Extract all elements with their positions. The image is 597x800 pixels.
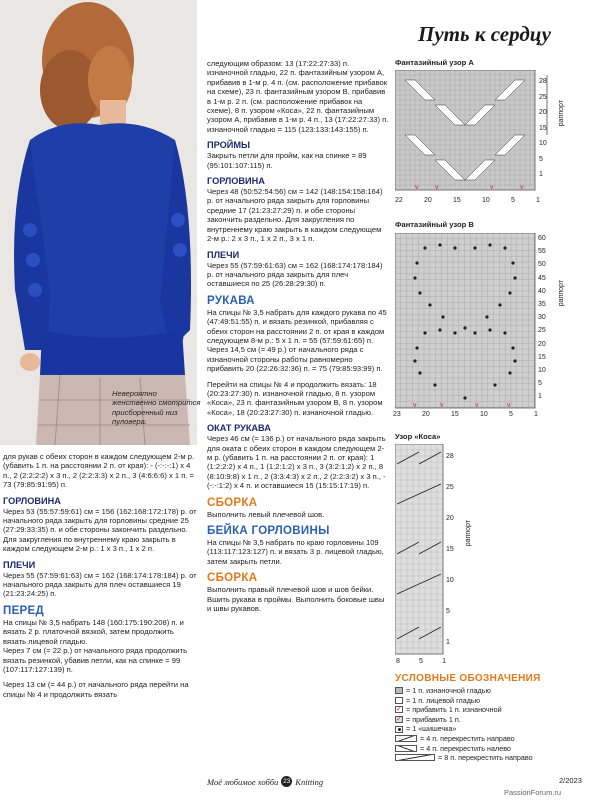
chart-a-col-label: 20 [423,197,432,204]
chart-a-col-label: 22 [395,197,403,204]
chart-kosa-row-label: 10 [446,577,454,584]
legend-item: = 1 п. изнаночной гладью [395,686,590,696]
svg-text:v: v [490,184,494,191]
chart-a-col-label: 1 [536,197,540,204]
heading-gorlovina-front: ГОРЛОВИНА [207,176,265,187]
chart-kosa-col-label: 1 [442,658,446,665]
chart-kosa-row-label: 5 [446,608,450,615]
svg-text:v: v [435,184,439,191]
chart-b-col-label: 23 [393,411,401,418]
chart-b-label: Фантазийный узор В [395,220,474,229]
svg-text:v: v [440,402,444,409]
chart-kosa-rapport: раппорт [465,520,472,547]
chart-kosa-row-label: 28 [446,453,454,460]
text-rukava-2: Через 14,5 см (= 49 р.) от начального ряда с изнаночной стороны работы равномерно прибавить 20 (22:26:32:36) п. = 75 (79:85:93:99) п. [207,345,383,374]
text-proymy: Закрыть петли для пройм, как на спинке = 89 (95:101:107:115) п. [207,151,367,170]
chart-kosa-col-label: 8 [396,658,400,665]
cross-left-4-icon [395,745,417,752]
chart-a-label: Фантазийный узор А [395,58,474,67]
page-title: Путь к сердцу [418,22,551,46]
legend-item: = 4 п. перекрестить направо [395,734,590,744]
knit-symbol-icon [395,697,403,704]
cross-right-4-icon [395,735,417,742]
chart-b-rows [538,232,553,404]
chart-b-row-label: 55 [538,248,546,256]
chart-kosa-grid [395,444,445,659]
legend-item: = 8 п. перекрестить направо [395,753,590,763]
heading-plechi-front: ПЛЕЧИ [207,249,240,260]
chart-a-cols [395,196,540,205]
legend-item: = 1 «шишечка» [395,724,590,734]
chart-kosa-row-label: 20 [446,515,454,522]
text-beika: На спицы № 3,5 набрать по краю горловины 109 (113:117:123:127) п. и вязать 3 р. лицевой гладью, затем закрыть петли. [207,538,384,566]
text-sborka-2: Выполнить правый плечевой шов и шов бейки. Вшить рукава в проймы. Выполнить боковые швы и швы рукавов. [207,585,385,614]
chart-a-rows [539,74,554,183]
text-gorlovina-front: Через 48 (50:52:54:56) см = 142 (148:154:158:164) р. от начального ряда закрыть для горловины средние 17 (21:23:27:29) п. и обе стороны закончить раздельно. Для закругления по внутреннему краю закрыть в каждом следующем 2-м р.: 2 х 3 п., 1 х 2 п., 3 х 1 п. [207,187,383,244]
chart-a-row-label: 20 [539,109,547,116]
heading-rukava: РУКАВА [207,294,255,307]
chart-b-row-label: 1 [538,393,542,401]
column-middle [207,59,389,613]
chart-b-rapport: раппорт [558,280,565,307]
legend-heading: УСЛОВНЫЕ ОБОЗНАЧЕНИЯ [395,673,541,684]
chart-b-row-label: 5 [538,380,542,388]
footer [207,776,323,787]
chart-a-col-label: 5 [510,197,515,204]
chart-b-row-label: 60 [538,235,546,242]
svg-text:v: v [520,184,524,191]
purl-symbol-icon [395,687,403,694]
column-left [3,452,198,699]
footer-brand: Knitting [295,776,324,787]
watermark: PassionForum.ru [504,788,562,797]
chart-b-row-label: 30 [538,314,546,322]
text-pered-3: Через 13 см (= 44 р.) от начального ряда перейти на спицы № 4 и продолжить вязать [3,680,189,699]
svg-text:v: v [507,402,511,409]
svg-text:v: v [475,402,479,409]
text-okat: Через 46 см (= 136 р.) от начального ряда закрыть для оката с обеих сторон в каждом следующем 2-м р. (убавить 1 п. на расстоянии 2 п. от края): 1 (1:2:2:2) х 4 п., 1 (1:2:1:2) х 3 п., 3 (3:2:1:2) х 2 п., 8 (8:10:9:8) х 1 п., 2 (3:3:4:3) х 2 п., 2 (2:2:3:2) х 3 п., - (-:-:1:2) х 4 п. и оставшиеся 15 (15:15:17:19) п. [207,434,386,491]
text-plechi-front: Через 55 (57:59:61:63) см = 162 (168:174:178:184) р. от начального ряда закрыть для плеч оставшиеся по 25 (26:28:29:30) п. [207,260,383,289]
chart-b-row-label: 10 [538,367,546,375]
heading-gorlovina-back: ГОРЛОВИНА [3,495,61,506]
chart-kosa-col-label: 5 [419,658,423,665]
text-plechi-back: Через 55 (57:59:61:63) см = 162 (168:174:178:184) р. от начального ряда закрыть для плеч оставшиеся 19 (21:23:24:25) п. [3,570,197,599]
heading-okat: ОКАТ РУКАВА [207,423,271,434]
chart-b-row-label: 15 [538,353,546,361]
svg-text:v: v [415,184,419,191]
chart-kosa-row-label: 15 [446,546,454,553]
chart-b-row-label: 20 [538,340,546,348]
chart-a-rapport: раппорт [558,100,565,127]
chart-a-col-label: 10 [481,197,490,204]
chart-b-row-label: 45 [538,274,546,282]
chart-b-grid [395,233,540,413]
sweater-photo [0,0,197,445]
heading-sborka-2: СБОРКА [207,572,258,585]
issue-number: 2/2023 [559,776,582,785]
chart-a-row-label: 5 [539,155,543,163]
page-number: 23 [283,778,291,785]
chart-b-row-label: 35 [538,301,546,309]
legend-item: = 4 п. перекрестить налево [395,744,590,754]
text-rukava-1: На спицы № 3,5 набрать для каждого рукава по 45 (47:49:51:55) п. и вязать резинкой, прибавляя с обеих сторон на расстоянии 2 п. от края в каждом следующем 8-м р.: 5 х 1 п. = 55 (57:59:61:65) п. [207,307,387,345]
text-pered-1: На спицы № 3,5 набрать 148 (160:175:190:208) п. и вязать 2 р. платочной вязкой, затем продолжить вязать лицевой гладью. [3,617,184,646]
chart-a-col-label: 15 [452,197,461,204]
photo-caption: Невероятно женственно смотрится присборенный низ пуловера. [112,389,201,427]
legend-item: ✓ = прибавить 1 п. [396,714,461,724]
heading-proymy: ПРОЙМЫ [207,140,251,151]
chart-a-row-label: 10 [539,140,547,147]
cross-right-8-icon [395,754,435,761]
chart-b-row-label: 40 [538,287,546,295]
chart-a-row-label: 25 [539,93,547,101]
chart-kosa-row-label: 1 [446,639,450,646]
text-pered-2: Через 7 см (= 22 р.) от начального ряда продолжить вязать резинкой, убавив петли, как на спинке = 99 (107:117:127:139) п. [3,646,188,674]
col1-intro: для рукав с обеих сторон в каждом следующем 2-м р. (убавить 1 п. на расстоянии 2 п. от края): - (-:-:-:1) х 4 п., 2 (2:2:2:2) х 3 п., 2 (2:2:3:3) х 2 п., 3 (4:6:6:6) х 1 п. = 73 (79:85:91:95) п. [3,452,195,490]
svg-text:v: v [413,402,417,409]
text-sborka-1: Выполнить левый плечевой шов. [207,509,325,519]
increase-icon: ✓ [396,716,402,724]
heading-sborka-1: СБОРКА [207,496,258,509]
legend-item: ✓ = прибавить 1 п. изнаночной [396,705,502,715]
legend [395,686,590,763]
heading-beika: БЕЙКА ГОРЛОВИНЫ [207,525,330,538]
heading-pered: ПЕРЕД [3,604,44,617]
chart-b-col-label: 5 [508,411,513,418]
chart-a-row-label: 15 [539,124,547,132]
chart-kosa-label: Узор «Коса» [395,432,441,441]
bobble-icon [395,726,403,733]
heading-plechi-back: ПЛЕЧИ [3,559,36,570]
chart-b-row-label: 50 [538,261,546,269]
chart-b-col-label: 15 [450,411,459,418]
chart-kosa-rows [446,441,461,658]
chart-b-col-label: 10 [479,411,488,418]
chart-b-row-label: 25 [538,327,546,335]
text-rukava-3: Перейти на спицы № 4 и продолжить вязать: 18 (20:23:27:30) п. изнаночной гладью, 8 п. узором «Коса», 23 п. фантазийным узором B, 8 п. узором «Коса», 18 (20:23:27:30) п. изнаночной гладью. [207,379,383,417]
chart-kosa-cols [396,657,446,666]
chart-a-row-label: 1 [539,171,543,178]
footer-title: Моё любимое хобби [207,776,279,787]
col2-intro: следующим образом: 13 (17:22:27:33) п. изнаночной гладью, 22 п. фантазийным узором A, прибавив в 1-м р. 4 п. (см. расположение прибавок на схеме), 23 п. фантазийным узором B, прибавив в 1-м р. 2 п. (см. расположение прибавок на схеме), 8 п. узором «Коса», 22 п. фантазийным узором A, прибавив в 1-м р. 4 п., 13 (17:22:27:33) п. изнаночной гладью = 115 (123:133:143:155) п. [207,59,389,134]
chart-b-cols [393,410,538,419]
chart-b-col-label: 1 [534,411,538,418]
chart-a-row-label: 28 [539,78,547,85]
legend-item: = 1 п. лицевой гладью [395,696,590,706]
chart-b-col-label: 20 [421,411,430,418]
increase-purl-icon: ✓ [396,706,402,714]
chart-kosa-row-label: 25 [446,484,454,491]
text-gorlovina-back: Через 53 (55:57:59:61) см = 156 (162:168:172:178) р. от начального ряда закрыть для горловины средние 25 (27:29:33:35) п. и обе стороны закончить раздельно. Для закругления по внутреннему краю закрыть в каждом следующем 2-м р.: 1 х 3 п., 1 х 2 п. [3,506,197,554]
